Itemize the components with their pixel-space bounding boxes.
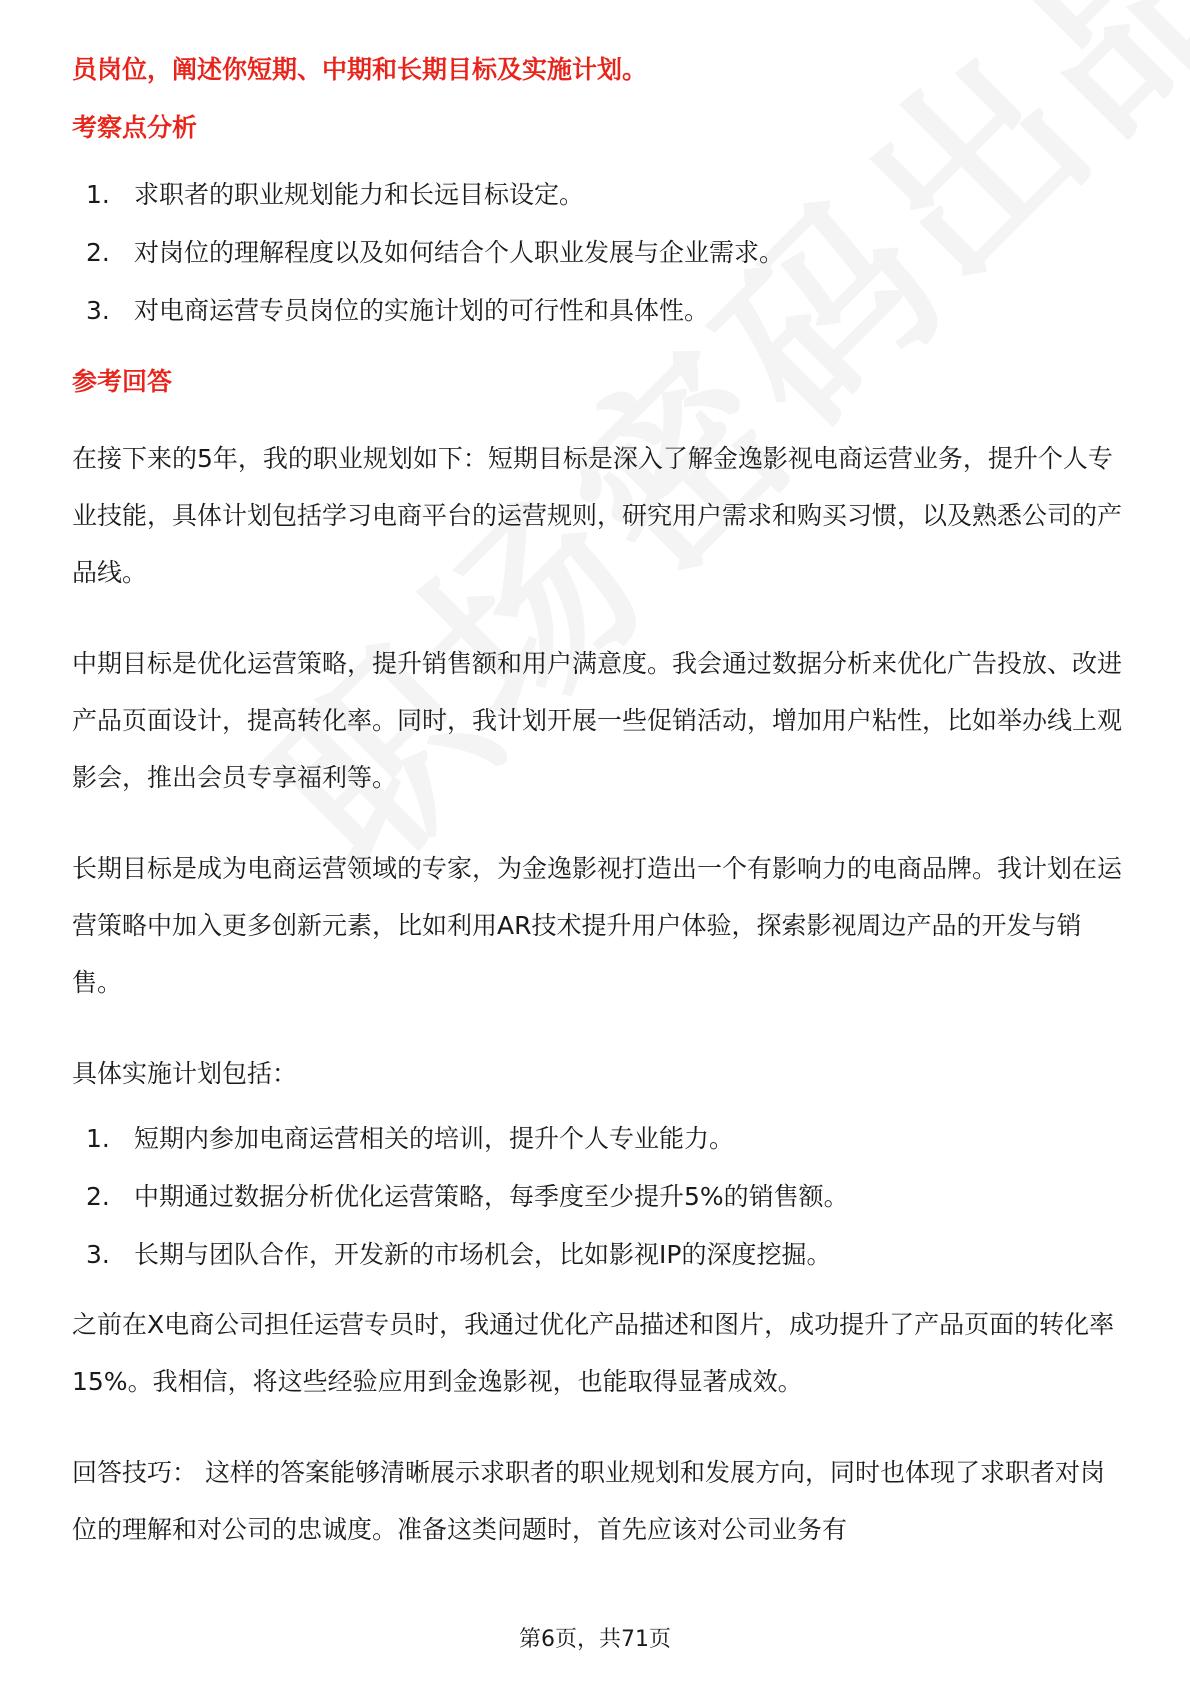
list-number: 3. bbox=[86, 296, 110, 325]
answer-tips: 回答技巧： 这样的答案能够清晰展示求职者的职业规划和发展方向，同时也体现了求职者对岗位的理解和对公司的忠诚度。准备这类问题时，首先应该对公司业务有 bbox=[72, 1458, 1105, 1544]
answer-title: 参考回答 bbox=[72, 367, 173, 396]
list-text: 求职者的职业规划能力和长远目标设定。 bbox=[134, 180, 585, 209]
list-text: 长期与团队合作，开发新的市场机会，比如影视IP的深度挖掘。 bbox=[134, 1240, 832, 1269]
answer-paragraph: 在接下来的5年，我的职业规划如下：短期目标是深入了解金逸影视电商运营业务，提升个人专业技能，具体计划包括学习电商平台的运营规则，研究用户需求和购买习惯，以及熟悉公司的产品线。 bbox=[72, 444, 1123, 587]
list-item bbox=[72, 1238, 1122, 1272]
list-item bbox=[72, 178, 1122, 212]
plan-intro: 具体实施计划包括： bbox=[72, 1059, 298, 1088]
analysis-list bbox=[72, 178, 1122, 328]
answer-paragraph: 中期目标是优化运营策略，提升销售额和用户满意度。我会通过数据分析来优化广告投放、改进产品页面设计，提高转化率。同时，我计划开展一些促销活动，增加用户粘性，比如举办线上观影会，推出会员专享福利等。 bbox=[72, 649, 1123, 792]
content bbox=[72, 48, 1122, 1558]
plan-list bbox=[72, 1122, 1122, 1272]
list-number: 1. bbox=[86, 180, 110, 209]
list-text: 中期通过数据分析优化运营策略，每季度至少提升5%的销售额。 bbox=[134, 1182, 849, 1211]
list-number: 2. bbox=[86, 238, 110, 267]
list-item bbox=[72, 236, 1122, 270]
list-text: 对电商运营专员岗位的实施计划的可行性和具体性。 bbox=[134, 296, 710, 325]
list-number: 2. bbox=[86, 1182, 110, 1211]
list-text: 短期内参加电商运营相关的培训，提升个人专业能力。 bbox=[134, 1124, 735, 1153]
list-number: 1. bbox=[86, 1124, 110, 1153]
answer-paragraph: 之前在X电商公司担任运营专员时，我通过优化产品描述和图片，成功提升了产品页面的转化率15%。我相信，将这些经验应用到金逸影视，也能取得显著成效。 bbox=[72, 1310, 1115, 1396]
question-line: 员岗位，阐述你短期、中期和长期目标及实施计划。 bbox=[72, 55, 648, 84]
list-number: 3. bbox=[86, 1240, 110, 1269]
analysis-title: 考察点分析 bbox=[72, 113, 198, 142]
list-item bbox=[72, 1122, 1122, 1156]
list-item bbox=[72, 1180, 1122, 1214]
list-item bbox=[72, 294, 1122, 328]
page-footer: 第6页，共71页 bbox=[519, 1627, 671, 1652]
list-text: 对岗位的理解程度以及如何结合个人职业发展与企业需求。 bbox=[134, 238, 785, 267]
answer-paragraph: 长期目标是成为电商运营领域的专家，为金逸影视打造出一个有影响力的电商品牌。我计划在运营策略中加入更多创新元素，比如利用AR技术提升用户体验，探索影视周边产品的开发与销售。 bbox=[72, 854, 1123, 997]
